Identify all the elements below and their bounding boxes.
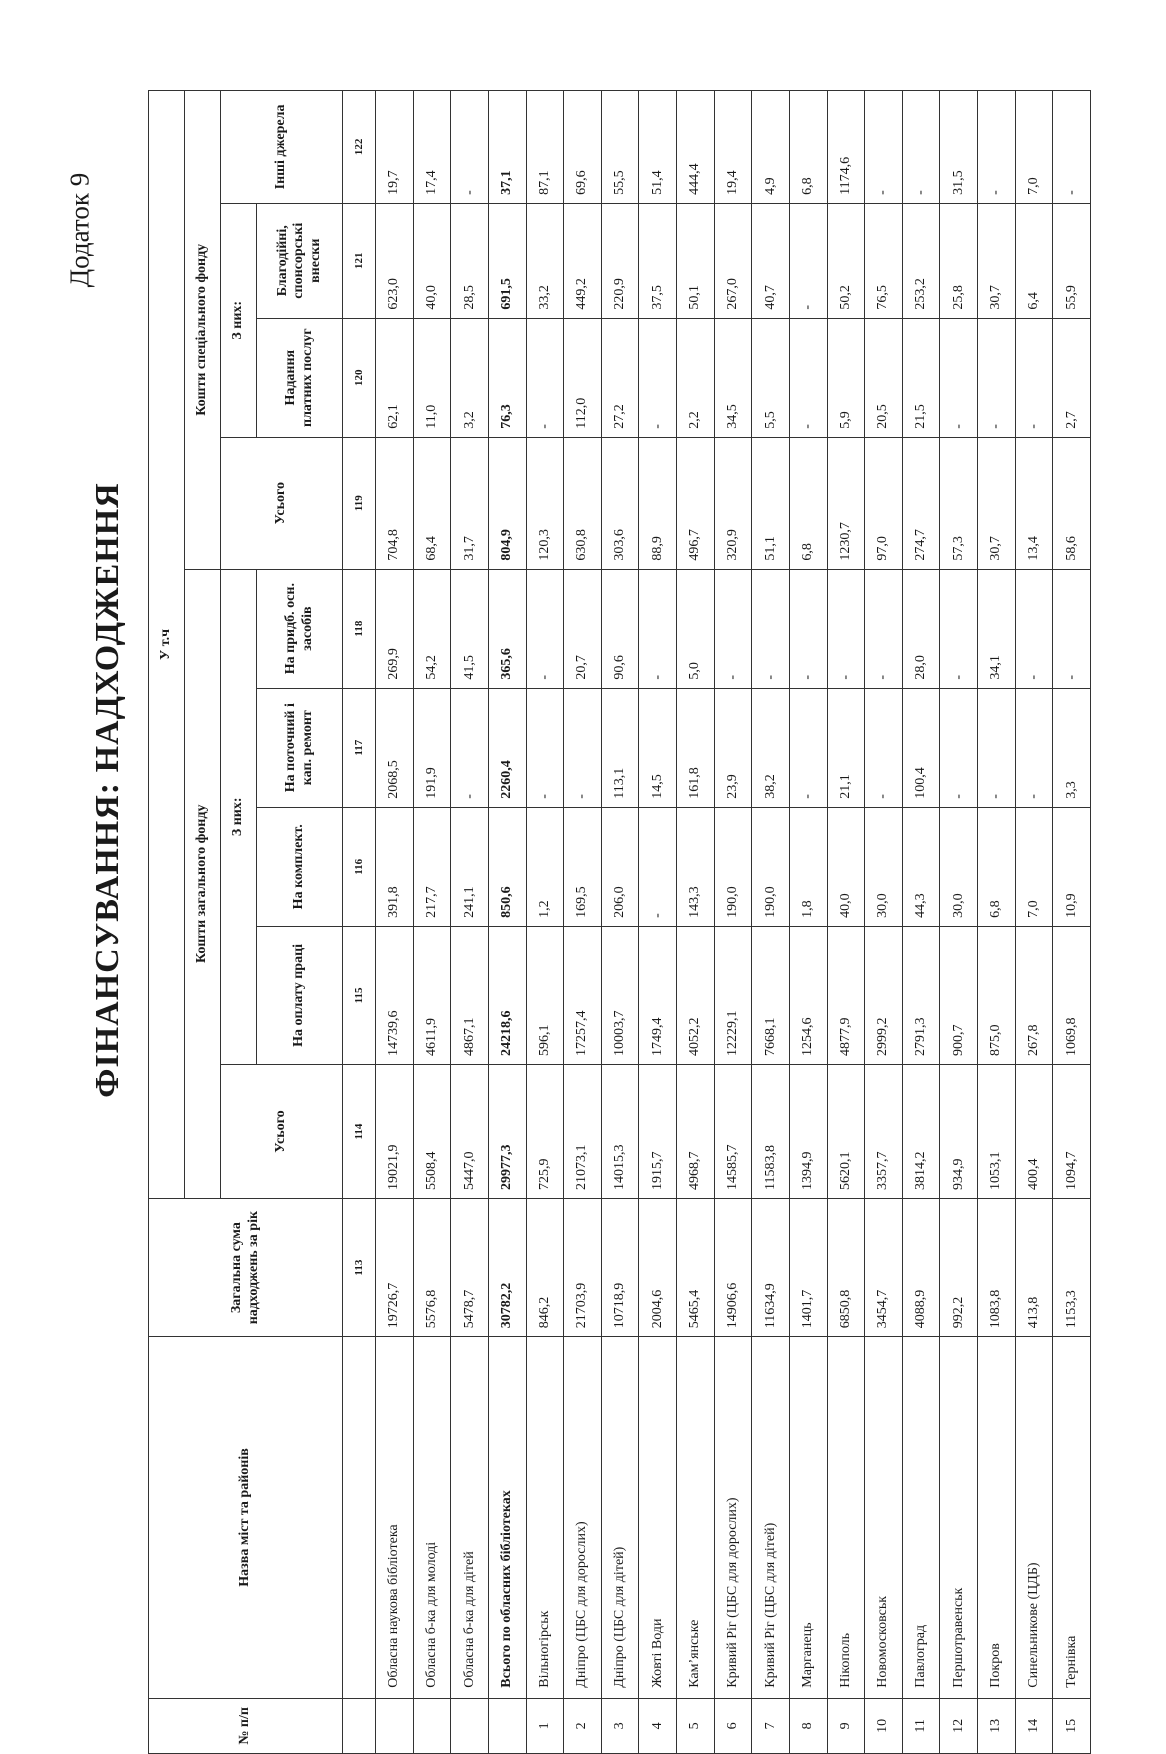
row-number: 10 [865,1698,903,1753]
row-value: 220,9 [601,203,639,318]
row-value: 12229,1 [714,926,752,1064]
row-value: 76,5 [865,203,903,318]
row-name: Новомосковськ [865,1337,903,1699]
table-row [978,91,1016,1754]
row-value: 17,4 [413,91,451,204]
row-value: 1174,6 [827,91,865,204]
row-value: 1749,4 [639,926,677,1064]
row-value: 21073,1 [564,1065,602,1199]
page-title: ФІНАНСУВАННЯ: НАДХОДЖЕННЯ [89,482,126,1098]
row-number: 12 [940,1698,978,1753]
row-value: 4611,9 [413,926,451,1064]
row-value: 28,5 [451,203,489,318]
row-number: 5 [677,1698,715,1753]
row-value: 31,5 [940,91,978,204]
row-value: 2068,5 [376,688,414,807]
row-value: 3,2 [451,318,489,437]
row-value: 30782,2 [488,1199,526,1337]
table-row [451,91,489,1754]
row-value: 34,1 [978,569,1016,688]
row-name: Нікополь [827,1337,865,1699]
row-value: 2260,4 [488,688,526,807]
row-value: 87,1 [526,91,564,204]
column-number: 114 [343,1065,376,1199]
header-sf-of-them: З них: [221,203,257,437]
row-name: Марганець [789,1337,827,1699]
row-number: 11 [902,1698,940,1753]
row-value: 1254,6 [789,926,827,1064]
row-value: 10718,9 [601,1199,639,1337]
row-value: 1401,7 [789,1199,827,1337]
row-value: - [865,569,903,688]
table-row [1053,91,1091,1754]
row-value: 400,4 [1015,1065,1053,1199]
header-total: Загальна сума надходжень за рік [149,1199,343,1337]
row-value: 7,0 [1015,807,1053,926]
row-value: 40,7 [752,203,790,318]
row-value: 50,2 [827,203,865,318]
row-value: 2004,6 [639,1199,677,1337]
row-name: Всього по обласних бібліотеках [488,1337,526,1699]
row-number: 3 [601,1698,639,1753]
row-value: 5447,0 [451,1065,489,1199]
row-value: 267,0 [714,203,752,318]
row-value: 190,0 [752,807,790,926]
row-value: 55,9 [1053,203,1091,318]
row-value: 34,5 [714,318,752,437]
row-value: 143,3 [677,807,715,926]
row-value: 1153,3 [1053,1199,1091,1337]
row-value: - [978,688,1016,807]
row-value: 241,1 [451,807,489,926]
row-value: 21703,9 [564,1199,602,1337]
row-value: 10,9 [1053,807,1091,926]
row-value: 161,8 [677,688,715,807]
row-value: - [789,203,827,318]
row-value: 413,8 [1015,1199,1053,1337]
row-value: - [1015,688,1053,807]
row-value: 875,0 [978,926,1016,1064]
row-value: 4968,7 [677,1065,715,1199]
column-number: 117 [343,688,376,807]
row-name: Синельникове (ЦДБ) [1015,1337,1053,1699]
row-value: 24218,6 [488,926,526,1064]
row-number: 8 [789,1698,827,1753]
row-value: 3814,2 [902,1065,940,1199]
row-value: 217,7 [413,807,451,926]
financing-table [148,90,1091,1754]
row-number [376,1698,414,1753]
row-value: 5,9 [827,318,865,437]
row-value: - [1015,318,1053,437]
row-value: 190,0 [714,807,752,926]
row-value: 6850,8 [827,1199,865,1337]
row-value: 14739,6 [376,926,414,1064]
row-name: Кривий Ріг (ЦБС для дорослих) [714,1337,752,1699]
row-value: 11583,8 [752,1065,790,1199]
row-value: 449,2 [564,203,602,318]
row-number: 14 [1015,1698,1053,1753]
row-value: 2999,2 [865,926,903,1064]
row-value: 51,4 [639,91,677,204]
row-value: - [827,569,865,688]
row-value: - [978,318,1016,437]
row-value: - [526,569,564,688]
row-value: 2,7 [1053,318,1091,437]
table-row [714,91,752,1754]
row-value: 444,4 [677,91,715,204]
row-value: 169,5 [564,807,602,926]
row-value: - [564,688,602,807]
row-name: Жовті Води [639,1337,677,1699]
row-number: 1 [526,1698,564,1753]
row-value: 30,7 [978,437,1016,569]
row-value: - [1015,569,1053,688]
row-value: 850,6 [488,807,526,926]
row-value: 691,5 [488,203,526,318]
row-value: 5,0 [677,569,715,688]
column-number: 115 [343,926,376,1064]
row-value: 6,8 [789,91,827,204]
row-value: 38,2 [752,688,790,807]
column-number: 121 [343,203,376,318]
row-value: 630,8 [564,437,602,569]
row-value: 191,9 [413,688,451,807]
row-value: 5478,7 [451,1199,489,1337]
table-row [827,91,865,1754]
column-numbers-row [343,91,376,1754]
row-value: 596,1 [526,926,564,1064]
row-name: Дніпро (ЦБС для дорослих) [564,1337,602,1699]
row-value: 320,9 [714,437,752,569]
row-value: 391,8 [376,807,414,926]
header-repair: На поточний і кап. ремонт [257,688,343,807]
column-number: 122 [343,91,376,204]
table-row [752,91,790,1754]
row-value: 269,9 [376,569,414,688]
row-name: Вільногірськ [526,1337,564,1699]
row-value: 33,2 [526,203,564,318]
row-value: 13,4 [1015,437,1053,569]
row-value: 55,5 [601,91,639,204]
header-other: Інші джерела [221,91,343,204]
row-value: 62,1 [376,318,414,437]
row-value: 496,7 [677,437,715,569]
row-value: 30,0 [940,807,978,926]
row-value: 44,3 [902,807,940,926]
table-row [865,91,903,1754]
header-special-fund: Кошти спеціального фонду [185,91,221,570]
row-value: - [789,688,827,807]
row-value: 19726,7 [376,1199,414,1337]
row-name: Дніпро (ЦБС для дітей) [601,1337,639,1699]
row-value: 7668,1 [752,926,790,1064]
table-row [376,91,414,1754]
row-value: 21,1 [827,688,865,807]
row-value: 5508,4 [413,1065,451,1199]
row-name: Кривий Ріг (ЦБС для дітей) [752,1337,790,1699]
column-number: 119 [343,437,376,569]
row-value: 3454,7 [865,1199,903,1337]
row-value: 68,4 [413,437,451,569]
row-name: Першотравенськ [940,1337,978,1699]
row-value: 5620,1 [827,1065,865,1199]
header-incl: У т.ч [149,91,185,1199]
row-value: - [940,318,978,437]
table-body [376,91,1091,1754]
row-value: 1,2 [526,807,564,926]
row-value: 11634,9 [752,1199,790,1337]
row-value: 37,1 [488,91,526,204]
row-value: 19021,9 [376,1065,414,1199]
header-gf-total: Усього [221,1065,343,1199]
row-value: 5,5 [752,318,790,437]
row-value: - [865,91,903,204]
row-value: - [714,569,752,688]
row-value: - [978,91,1016,204]
row-value: 1083,8 [978,1199,1016,1337]
row-value: 51,1 [752,437,790,569]
row-value: 4052,2 [677,926,715,1064]
row-value: 14015,3 [601,1065,639,1199]
row-value: 41,5 [451,569,489,688]
row-value: - [902,91,940,204]
row-number [488,1698,526,1753]
row-value: 6,8 [978,807,1016,926]
header-general-fund: Кошти загального фонду [185,569,221,1198]
header-name: Назва міст та районів [149,1337,343,1699]
row-value: 1069,8 [1053,926,1091,1064]
table-row [789,91,827,1754]
appendix-label: Додаток 9 [64,172,95,288]
header-charity: Благодійні, спонсорські внески [257,203,343,318]
header-num: № п/п [149,1698,343,1753]
row-value: 704,8 [376,437,414,569]
row-value: 900,7 [940,926,978,1064]
row-value: 303,6 [601,437,639,569]
row-value: 31,7 [451,437,489,569]
row-value: 19,4 [714,91,752,204]
row-value: 30,7 [978,203,1016,318]
row-value: 1094,7 [1053,1065,1091,1199]
row-value: - [940,688,978,807]
row-value: 90,6 [601,569,639,688]
row-value: 4867,1 [451,926,489,1064]
table-row [677,91,715,1754]
row-value: - [526,318,564,437]
row-value: 2791,3 [902,926,940,1064]
row-value: 50,1 [677,203,715,318]
header-acquisition: На комплект. [257,807,343,926]
row-value: 54,2 [413,569,451,688]
row-value: 2,2 [677,318,715,437]
column-number: 118 [343,569,376,688]
row-value: 6,4 [1015,203,1053,318]
row-name: Обласна б-ка для молоді [413,1337,451,1699]
row-value: - [639,318,677,437]
row-value: 100,4 [902,688,940,807]
row-value: - [526,688,564,807]
row-number [413,1698,451,1753]
row-value: - [1053,569,1091,688]
header-gf-of-them: З них: [221,569,257,1064]
row-value: 19,7 [376,91,414,204]
row-value: 20,7 [564,569,602,688]
header-wages: На оплату праці [257,926,343,1064]
table-row [601,91,639,1754]
row-value: 3357,7 [865,1065,903,1199]
column-number: 116 [343,807,376,926]
row-value: - [451,688,489,807]
row-value: 14585,7 [714,1065,752,1199]
row-value: 4,9 [752,91,790,204]
row-number: 13 [978,1698,1016,1753]
row-value: 29977,3 [488,1065,526,1199]
row-value: 804,9 [488,437,526,569]
row-value: 1053,1 [978,1065,1016,1199]
row-value: - [451,91,489,204]
row-value: 10003,7 [601,926,639,1064]
row-value: 57,3 [940,437,978,569]
row-value: 14906,6 [714,1199,752,1337]
row-name: Обласна наукова бібліотека [376,1337,414,1699]
row-name: Покров [978,1337,1016,1699]
row-value: 23,9 [714,688,752,807]
table-row [639,91,677,1754]
row-name: Павлоград [902,1337,940,1699]
row-value: 1230,7 [827,437,865,569]
column-number: 120 [343,318,376,437]
column-number-cell [343,1337,376,1699]
table-row [413,91,451,1754]
column-number: 113 [343,1199,376,1337]
row-value: 5576,8 [413,1199,451,1337]
row-value: 6,8 [789,437,827,569]
row-value: 206,0 [601,807,639,926]
table-row [526,91,564,1754]
row-name: Тернівка [1053,1337,1091,1699]
row-value: 76,3 [488,318,526,437]
row-number: 2 [564,1698,602,1753]
row-value: 1915,7 [639,1065,677,1199]
row-value: 40,0 [827,807,865,926]
row-value: 3,3 [1053,688,1091,807]
row-value: - [865,688,903,807]
row-value: 113,1 [601,688,639,807]
row-value: 37,5 [639,203,677,318]
row-value: 40,0 [413,203,451,318]
row-value: 1394,9 [789,1065,827,1199]
row-value: 20,5 [865,318,903,437]
row-number: 7 [752,1698,790,1753]
row-value: 21,5 [902,318,940,437]
row-value: 69,6 [564,91,602,204]
row-value: - [752,569,790,688]
row-value: 112,0 [564,318,602,437]
row-value: 97,0 [865,437,903,569]
row-value: 27,2 [601,318,639,437]
row-value: - [789,318,827,437]
row-name: Кам’янське [677,1337,715,1699]
header-sf-total: Усього [221,437,343,569]
row-value: 30,0 [865,807,903,926]
table-row [564,91,602,1754]
row-value: 14,5 [639,688,677,807]
table-row [1015,91,1053,1754]
header-equipment: На придб. осн. засобів [257,569,343,688]
row-value: - [1053,91,1091,204]
row-value: 992,2 [940,1199,978,1337]
row-value: 11,0 [413,318,451,437]
row-value: 623,0 [376,203,414,318]
row-value: - [639,807,677,926]
row-value: 365,6 [488,569,526,688]
row-value: - [940,569,978,688]
row-value: 58,6 [1053,437,1091,569]
row-value: 267,8 [1015,926,1053,1064]
table-row [488,91,526,1754]
row-value: 4088,9 [902,1199,940,1337]
table-row [902,91,940,1754]
financing-table-container [148,90,1091,1754]
row-name: Обласна б-ка для дітей [451,1337,489,1699]
row-value: 1,8 [789,807,827,926]
row-value: 274,7 [902,437,940,569]
row-value: 25,8 [940,203,978,318]
column-number-cell [343,1698,376,1753]
row-value: 846,2 [526,1199,564,1337]
row-value: 7,0 [1015,91,1053,204]
row-number: 15 [1053,1698,1091,1753]
table-row [940,91,978,1754]
row-value: 28,0 [902,569,940,688]
row-number: 4 [639,1698,677,1753]
row-number: 9 [827,1698,865,1753]
row-number [451,1698,489,1753]
row-value: 120,3 [526,437,564,569]
row-value: 5465,4 [677,1199,715,1337]
row-value: - [639,569,677,688]
row-value: 17257,4 [564,926,602,1064]
row-number: 6 [714,1698,752,1753]
row-value: - [789,569,827,688]
row-value: 725,9 [526,1065,564,1199]
row-value: 934,9 [940,1065,978,1199]
row-value: 4877,9 [827,926,865,1064]
row-value: 253,2 [902,203,940,318]
row-value: 88,9 [639,437,677,569]
header-paid-services: Надання платних послуг [257,318,343,437]
